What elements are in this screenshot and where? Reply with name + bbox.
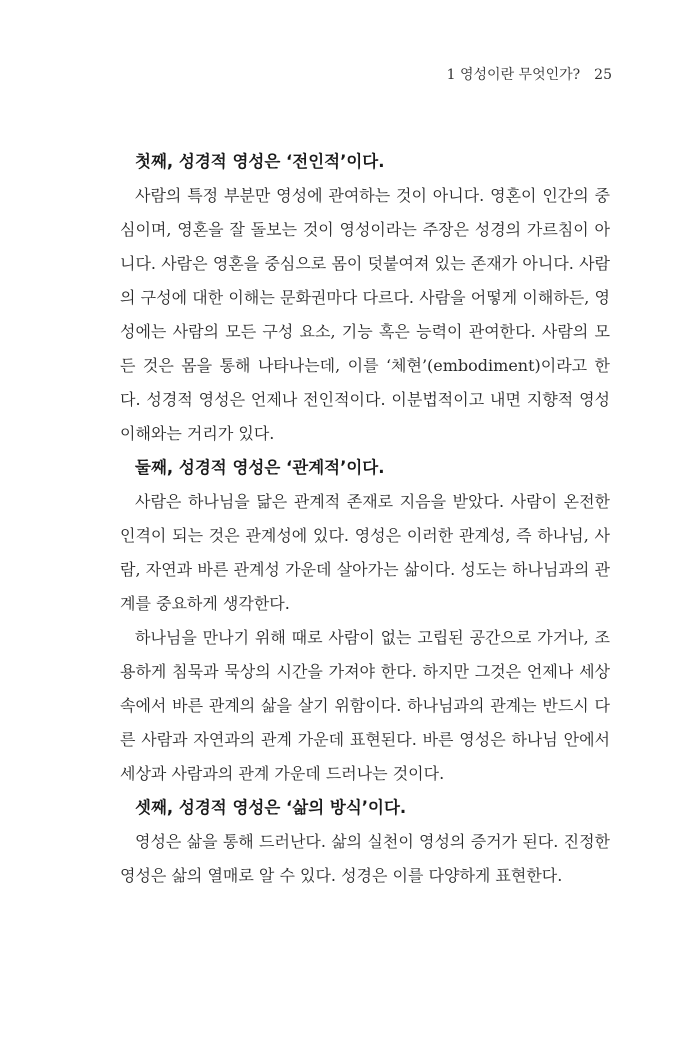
section-holistic: [120, 145, 610, 451]
section-heading: 둘째, 성경적 영성은 ‘관계적’이다.: [135, 458, 385, 477]
paragraph: 하나님을 만나기 위해 때로 사람이 없는 고립된 공간으로 가거나, 조용하게 침묵과 묵상의 시간을 가져야 한다. 하지만 그것은 언제나 세상 속에서 바른 관계의 삶을 살기 위함이다. 하나님과의 관계는 반드시 다른 사람과 자연과의 관계 가운데 표현된다. 바른 영성은 하나님 안에서 세상과 사람과의 관계 가운데 드러나는 것이다.: [120, 628, 610, 783]
section-relational: [120, 451, 610, 791]
paragraph: 사람의 특정 부분만 영성에 관여하는 것이 아니다. 영혼이 인간의 중심이며, 영혼을 잘 돌보는 것이 영성이라는 주장은 성경의 가르침이 아니다. 사람은 영혼을 중심으로 몸이 덧붙여져 있는 존재가 아니다. 사람의 구성에 대한 이해는 문화권마다 다르다. 사람을 어떻게 이해하든, 영성에는 사람의 모든 구성 요소, 기능 혹은 능력이 관여한다. 사람의 모든 것은 몸을 통해 나타나는데, 이를 ‘체현’(embodiment)이라고 한다. 성경적 영성은 언제나 전인적이다. 이분법적이고 내면 지향적 영성 이해와는 거리가 있다.: [120, 186, 610, 443]
page-number: 25: [594, 67, 612, 83]
section-way-of-life: [120, 791, 610, 893]
paragraph: 사람은 하나님을 닮은 관계적 존재로 지음을 받았다. 사람이 온전한 인격이 되는 것은 관계성에 있다. 영성은 이러한 관계성, 즉 하나님, 사람, 자연과 바른 관계성 가운데 살아가는 삶이다. 성도는 하나님과의 관계를 중요하게 생각한다.: [120, 492, 610, 613]
running-header: [447, 64, 612, 84]
paragraph: 영성은 삶을 통해 드러난다. 삶의 실천이 영성의 증거가 된다. 진정한 영성은 삶의 열매로 알 수 있다. 성경은 이를 다양하게 표현한다.: [120, 832, 610, 885]
section-heading: 첫째, 성경적 영성은 ‘전인적’이다.: [135, 152, 385, 171]
section-heading: 셋째, 성경적 영성은 ‘삶의 방식’이다.: [135, 798, 407, 817]
chapter-title: 1 영성이란 무엇인가?: [446, 67, 581, 83]
page-body: [120, 145, 610, 893]
